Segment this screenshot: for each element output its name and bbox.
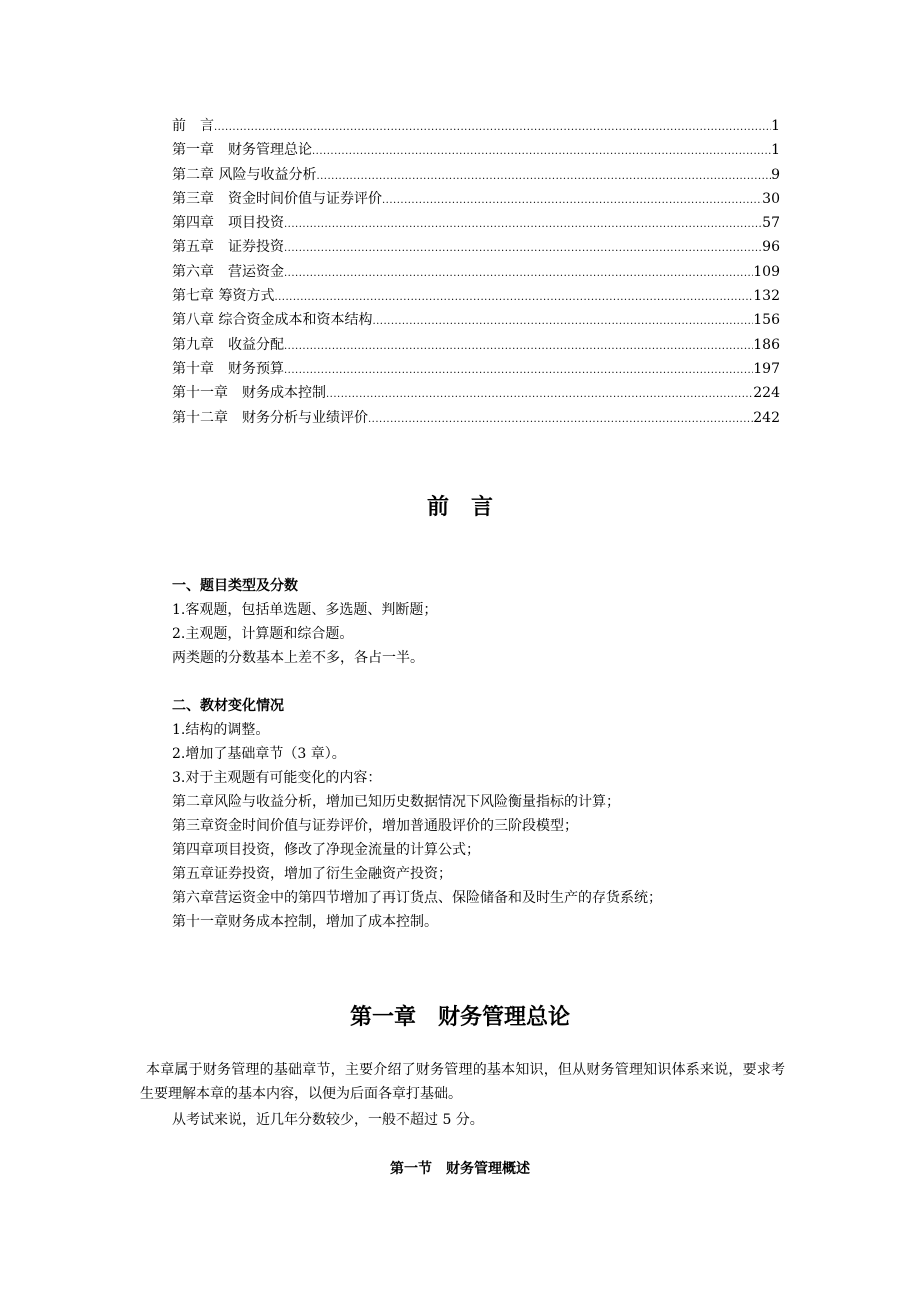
toc-entry-title: 第十章 财务预算 [172,360,284,377]
toc-entry-page: 30 [762,190,780,207]
toc-leader-dots [284,335,753,359]
toc-entry[interactable] [172,406,780,430]
toc-entry[interactable] [172,333,780,357]
toc-entry-page: 132 [753,288,780,305]
preface-line: 第六章营运资金中的第四节增加了再订货点、保险储备和及时生产的存货系统； [172,890,662,906]
toc-entry-page: 156 [753,312,780,329]
toc-leader-dots [284,359,753,383]
toc-entry-page: 9 [771,166,780,183]
toc-entry-title: 第二章 风险与收益分析 [172,166,317,183]
toc-entry-title: 第六章 营运资金 [172,263,284,280]
toc-entry[interactable] [172,308,780,332]
toc-entry-title: 第十二章 财务分析与业绩评价 [172,409,368,426]
preface-line: 2.主观题，计算题和综合题。 [172,626,354,642]
preface-line: 3.对于主观题有可能变化的内容： [172,770,382,786]
toc-entry-title: 第九章 收益分配 [172,336,284,353]
chapter1-exam-note: 从考试来说，近几年分数较少，一般不超过 5 分。 [172,1112,484,1128]
toc-entry[interactable] [172,357,780,381]
preface-line: 第二章风险与收益分析，增加已知历史数据情况下风险衡量指标的计算； [172,794,620,810]
toc-leader-dots [326,383,753,407]
toc-leader-dots [312,140,771,164]
toc-entry[interactable] [172,187,780,211]
toc-entry-title: 第四章 项目投资 [172,215,284,232]
preface-line: 第三章资金时间价值与证券评价，增加普通股评价的三阶段模型； [172,818,578,834]
toc-entry-page: 242 [753,409,780,426]
toc-leader-dots [284,213,762,237]
preface-line: 2.增加了基础章节（3 章）。 [172,746,346,762]
table-of-contents [172,114,780,430]
toc-entry[interactable] [172,138,780,162]
toc-entry-title: 第三章 资金时间价值与证券评价 [172,190,382,207]
toc-entry[interactable] [172,211,780,235]
toc-entry-title: 第七章 筹资方式 [172,288,275,305]
toc-entry-title: 第十一章 财务成本控制 [172,385,326,402]
preface-line: 第十一章财务成本控制，增加了成本控制。 [172,914,438,930]
chapter1-title: 第一章 财务管理总论 [349,1005,570,1030]
toc-entry[interactable] [172,381,780,405]
toc-entry-page: 186 [753,336,780,353]
toc-entry-page: 1 [771,118,780,134]
toc-entry-page: 57 [762,215,780,232]
toc-entry-title: 第一章 财务管理总论 [172,142,312,159]
preface-line: 1.客观题，包括单选题、多选题、判断题； [172,602,438,618]
toc-leader-dots [368,408,753,432]
toc-entry[interactable] [172,284,780,308]
chapter1-intro-paragraph: 本章属于财务管理的基础章节，主要介绍了财务管理的基本知识，但从财务管理知识体系来说，要求考生要理解本章的基本内容，以便为后面各章打基础。 [140,1062,785,1102]
toc-entry[interactable] [172,163,780,187]
preface-title: 前 言 [426,495,493,520]
toc-entry-title: 第八章 综合资金成本和资本结构 [172,312,373,329]
preface-line: 1.结构的调整。 [172,722,270,738]
chapter1-section1-title: 第一节 财务管理概述 [390,1161,530,1177]
toc-leader-dots [372,310,753,334]
toc-leader-dots [284,262,753,286]
toc-entry[interactable] [172,260,780,284]
toc-entry-title: 前 言 [172,118,214,134]
toc-leader-dots [382,189,762,213]
toc-entry-page: 224 [753,385,780,402]
preface-section1-heading: 一、题目类型及分数 [172,578,298,594]
preface-section2-heading: 二、教材变化情况 [172,698,284,714]
toc-leader-dots [274,286,753,310]
toc-entry-page: 96 [762,239,780,256]
toc-leader-dots [316,165,771,189]
preface-line: 第五章证券投资，增加了衍生金融资产投资； [172,866,452,882]
toc-entry-page: 109 [753,263,780,280]
toc-entry[interactable] [172,114,780,138]
toc-entry-title: 第五章 证券投资 [172,239,284,256]
preface-line: 第四章项目投资，修改了净现金流量的计算公式； [172,842,480,858]
toc-leader-dots [214,116,771,140]
toc-entry[interactable] [172,235,780,259]
preface-line: 两类题的分数基本上差不多，各占一半。 [172,650,424,666]
toc-leader-dots [284,237,762,261]
toc-entry-page: 197 [753,360,780,377]
toc-entry-page: 1 [771,142,780,159]
